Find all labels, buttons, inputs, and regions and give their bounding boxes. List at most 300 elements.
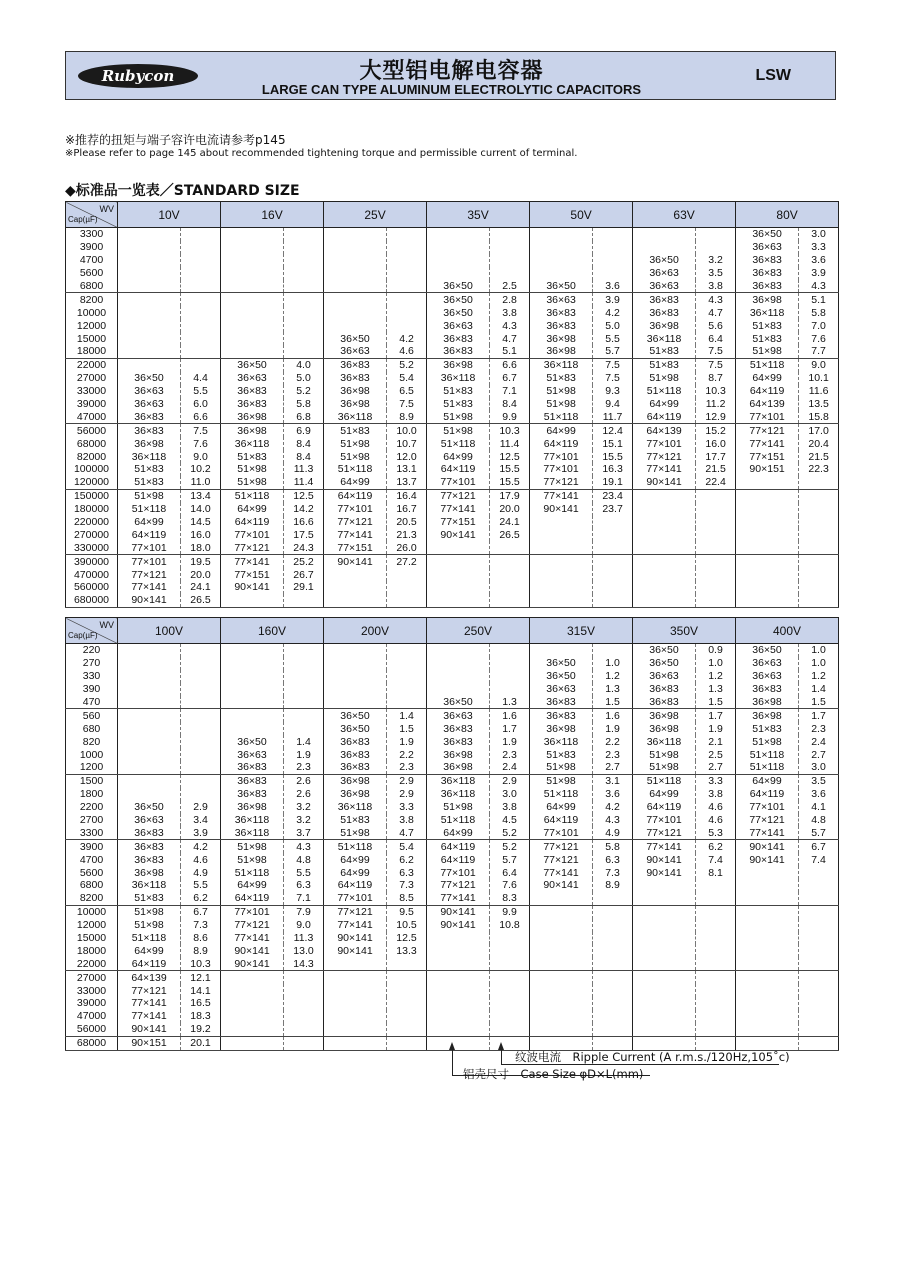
capacitance-cell: 1500 [79,775,104,788]
ripple-current-cell: 9.3 [593,385,633,398]
case-size-cell: 51×118 [427,437,490,450]
case-size-cell: 36×83 [324,358,387,371]
case-size-cell: 36×63 [118,814,181,827]
case-size-cell: 51×118 [221,489,284,502]
case-size-cell: 64×119 [427,463,490,476]
ripple-current-cell: 3.0 [799,761,839,774]
ripple-current-cell [696,944,736,957]
legend-ripple-current: 纹波电流 Ripple Current (A r.m.s./120Hz,105˚c) [515,1050,790,1064]
table-row [66,801,839,814]
voltage-header: 160V [221,618,324,644]
case-size-cell: 77×101 [633,814,696,827]
case-size-cell: 36×83 [736,683,799,696]
case-size-cell: 90×141 [221,957,284,970]
title-english: LARGE CAN TYPE ALUMINUM ELECTROLYTIC CAPACITORS [261,82,642,97]
case-size-cell: 36×118 [221,826,284,839]
ripple-current-cell [387,1036,427,1050]
capacitance-cell: 22000 [66,957,118,970]
ripple-current-cell: 3.3 [387,801,427,814]
case-size-cell: 36×50 [633,644,696,657]
ripple-current-cell [181,332,221,345]
case-size-cell: 77×121 [221,541,284,554]
ripple-current-cell: 5.2 [490,840,530,853]
ripple-current-cell [593,892,633,905]
ripple-current-cell [593,957,633,970]
capacitance-cell: 6800 [66,280,118,293]
voltage-header: 10V [118,202,221,228]
case-size-cell: 77×121 [736,814,799,827]
ripple-current-cell: 1.0 [696,657,736,670]
ripple-current-cell: 5.4 [387,840,427,853]
capacitance-cell: 33000 [76,984,107,997]
capacitance-cell: 15000 [76,932,107,945]
ripple-current-cell: 3.8 [696,280,736,293]
table-row [66,293,839,306]
case-size-cell: 36×63 [736,657,799,670]
case-size-cell: 36×50 [633,657,696,670]
ripple-current-cell [799,581,839,594]
case-size-cell: 51×98 [221,840,284,853]
capacitance-cell: 560000 [73,581,110,594]
case-size-cell: 77×101 [118,555,181,568]
ripple-current-cell [284,644,324,657]
case-size-cell: 36×83 [221,398,284,411]
case-size-cell [118,254,181,267]
case-size-cell [324,670,387,683]
ripple-current-cell: 17.9 [490,489,530,502]
case-size-cell: 90×141 [736,840,799,853]
case-size-cell: 77×101 [530,826,593,839]
ripple-current-cell: 5.7 [799,826,839,839]
ripple-current-cell [593,944,633,957]
case-size-cell [118,696,181,709]
case-size-cell: 51×83 [736,332,799,345]
case-size-cell [324,267,387,280]
case-size-cell: 51×118 [118,503,181,516]
table-row [66,555,839,568]
ripple-current-cell [181,345,221,358]
ripple-current-cell: 6.3 [593,853,633,866]
ripple-current-cell [490,555,530,568]
case-size-cell: 51×118 [736,761,799,774]
ripple-current-cell [799,541,839,554]
ripple-current-cell: 12.1 [181,971,221,984]
ripple-current-cell: 6.7 [799,840,839,853]
ripple-current-cell [284,228,324,241]
case-size-cell: 64×119 [324,879,387,892]
case-size-cell: 36×98 [427,761,490,774]
capacitance-cell: 6800 [79,879,104,892]
ripple-current-cell: 16.4 [387,489,427,502]
ripple-current-cell: 25.2 [284,555,324,568]
case-size-cell: 36×118 [633,332,696,345]
ripple-current-cell: 0.9 [696,644,736,657]
ripple-current-cell [181,280,221,293]
case-size-cell [736,581,799,594]
ripple-current-cell: 9.0 [181,450,221,463]
corner-header [66,202,118,228]
ripple-current-cell [181,358,221,371]
ripple-current-cell [799,905,839,918]
ripple-current-cell: 15.8 [799,410,839,423]
ripple-current-cell [284,683,324,696]
capacitance-cell: 270 [82,657,101,670]
ripple-current-cell: 7.5 [696,358,736,371]
ripple-current-cell [490,241,530,254]
case-size-cell: 64×119 [221,516,284,529]
table-row [66,683,839,696]
ripple-current-cell: 3.6 [593,280,633,293]
ripple-current-cell: 14.2 [284,503,324,516]
case-size-cell [633,919,696,932]
ripple-current-cell [490,971,530,984]
case-size-cell: 36×50 [427,306,490,319]
case-size-cell [427,657,490,670]
case-size-cell: 77×141 [530,866,593,879]
case-size-cell: 51×118 [324,840,387,853]
case-size-cell [324,581,387,594]
ripple-current-cell [387,581,427,594]
table-row [66,1023,839,1036]
ripple-current-cell: 14.5 [181,516,221,529]
ripple-current-cell: 1.9 [696,722,736,735]
ripple-current-cell: 26.5 [490,528,530,541]
ripple-current-cell [696,879,736,892]
case-size-cell [736,932,799,945]
case-size-cell: 36×118 [427,788,490,801]
case-size-cell: 36×118 [633,735,696,748]
ripple-current-cell [696,489,736,502]
ripple-current-cell [593,541,633,554]
ripple-current-cell [387,670,427,683]
ripple-current-cell: 2.7 [696,761,736,774]
ripple-current-cell: 5.7 [490,853,530,866]
ripple-current-cell [696,555,736,568]
case-size-cell: 64×99 [530,801,593,814]
case-size-cell [736,528,799,541]
ripple-current-cell [181,709,221,722]
case-size-cell: 36×50 [118,372,181,385]
ripple-current-cell: 8.4 [284,450,324,463]
ripple-current-cell: 18.3 [181,1010,221,1023]
case-size-cell: 77×101 [427,866,490,879]
case-size-cell: 64×99 [118,516,181,529]
case-size-cell: 77×141 [530,489,593,502]
case-size-cell [736,984,799,997]
capacitance-cell: 1200 [66,761,118,774]
case-size-cell [118,345,181,358]
ripple-current-cell: 2.4 [490,761,530,774]
ripple-current-cell [387,696,427,709]
ripple-current-cell: 1.9 [387,735,427,748]
ripple-current-cell: 11.3 [284,932,324,945]
note-english: ※Please refer to page 145 about recommended tightening torque and permissible current of terminal. [65,148,578,159]
ripple-current-cell: 20.0 [181,568,221,581]
case-size-cell [221,1010,284,1023]
case-size-cell: 36×98 [427,358,490,371]
ripple-current-cell: 4.9 [593,826,633,839]
ripple-current-cell: 3.2 [284,801,324,814]
case-size-cell [633,241,696,254]
table-row [66,280,839,293]
case-size-cell: 36×83 [427,735,490,748]
ripple-current-cell: 7.1 [284,892,324,905]
case-size-cell [633,555,696,568]
case-size-cell [633,503,696,516]
case-size-cell [530,541,593,554]
ripple-current-cell: 9.9 [490,410,530,423]
ripple-current-cell: 8.3 [490,892,530,905]
ripple-current-cell [696,971,736,984]
case-size-cell: 64×99 [633,788,696,801]
case-size-cell [530,228,593,241]
ripple-current-cell: 12.5 [284,489,324,502]
case-size-cell: 36×98 [221,424,284,437]
voltage-header: 80V [736,202,839,228]
case-size-cell [324,1010,387,1023]
case-size-cell: 90×141 [221,581,284,594]
ripple-current-cell [593,254,633,267]
case-size-cell: 51×118 [736,748,799,761]
ripple-current-cell: 12.4 [593,424,633,437]
ripple-current-cell: 8.1 [696,866,736,879]
capacitance-cell: 22000 [76,359,107,372]
case-size-cell: 36×63 [427,709,490,722]
case-size-cell: 64×119 [633,801,696,814]
ripple-current-cell: 2.3 [284,761,324,774]
ripple-current-cell: 4.7 [387,826,427,839]
ripple-current-cell: 20.4 [799,437,839,450]
capacitance-cell: 330000 [66,541,118,554]
case-size-cell [118,293,181,306]
ripple-current-cell [490,1010,530,1023]
ripple-current-cell: 15.5 [490,476,530,489]
ripple-current-cell: 9.0 [799,358,839,371]
ripple-current-cell [181,228,221,241]
case-size-cell: 51×98 [736,345,799,358]
ripple-current-cell: 5.1 [490,345,530,358]
case-size-cell: 77×141 [427,892,490,905]
ripple-current-cell: 3.0 [490,788,530,801]
case-size-cell: 77×141 [633,840,696,853]
ripple-current-cell: 5.5 [593,332,633,345]
case-size-cell [736,1023,799,1036]
ripple-current-cell [387,997,427,1010]
ripple-current-cell [284,709,324,722]
ripple-current-cell: 24.1 [490,516,530,529]
capacitance-cell: 560 [82,709,101,722]
case-size-cell: 64×119 [633,410,696,423]
ripple-current-cell: 9.0 [284,919,324,932]
case-size-cell: 36×83 [118,840,181,853]
ripple-current-cell: 21.5 [696,463,736,476]
case-size-cell: 36×83 [427,332,490,345]
case-size-cell: 36×63 [530,293,593,306]
case-size-cell: 77×141 [221,555,284,568]
case-size-cell: 77×101 [324,503,387,516]
ripple-current-cell [387,228,427,241]
ripple-current-cell: 7.5 [593,358,633,371]
ripple-current-cell: 2.5 [490,280,530,293]
case-size-cell: 51×118 [530,788,593,801]
ripple-current-cell [181,670,221,683]
case-size-cell [633,879,696,892]
ripple-current-cell: 6.6 [181,410,221,423]
case-size-cell [530,932,593,945]
ripple-current-cell: 13.7 [387,476,427,489]
ripple-current-cell [799,528,839,541]
ripple-current-cell [490,594,530,607]
ripple-current-cell: 5.7 [593,345,633,358]
ripple-current-cell: 5.5 [181,879,221,892]
case-size-cell: 90×141 [633,866,696,879]
ripple-current-cell: 4.6 [387,345,427,358]
case-size-cell: 36×83 [530,709,593,722]
ripple-current-cell: 3.9 [799,267,839,280]
voltage-header-row [66,202,839,228]
ripple-current-cell [181,683,221,696]
case-size-cell [633,971,696,984]
case-size-cell: 36×83 [221,788,284,801]
ripple-current-cell: 2.5 [696,748,736,761]
case-size-cell: 36×98 [221,801,284,814]
ripple-current-cell: 15.5 [593,450,633,463]
case-size-cell [118,788,181,801]
ripple-current-cell: 10.5 [387,919,427,932]
table-row [66,319,839,332]
case-size-cell: 90×141 [530,503,593,516]
case-size-cell: 36×50 [324,709,387,722]
case-size-cell: 51×98 [118,919,181,932]
case-size-cell [736,541,799,554]
case-size-cell: 64×99 [324,853,387,866]
case-size-cell [324,306,387,319]
case-size-cell [324,657,387,670]
ripple-current-cell: 1.3 [593,683,633,696]
table-row [66,228,839,241]
case-size-cell: 36×98 [736,696,799,709]
case-size-cell [118,748,181,761]
title-chinese: 大型铝电解电容器 [359,59,544,84]
table-row [66,306,839,319]
wv-label: WV [99,620,114,630]
case-size-cell [118,644,181,657]
case-size-cell: 77×101 [221,905,284,918]
case-size-cell [530,241,593,254]
ripple-current-cell: 4.2 [593,306,633,319]
ripple-current-cell: 17.0 [799,424,839,437]
case-size-cell: 77×141 [118,997,181,1010]
case-size-cell: 36×98 [633,709,696,722]
case-size-cell: 64×99 [427,826,490,839]
ripple-current-cell [387,280,427,293]
case-size-cell [221,228,284,241]
case-size-cell [118,267,181,280]
ripple-current-cell [181,644,221,657]
ripple-current-cell [387,568,427,581]
ripple-current-cell: 22.4 [696,476,736,489]
ripple-current-cell: 24.3 [284,541,324,554]
case-size-cell: 90×141 [118,1023,181,1036]
ripple-current-cell [387,984,427,997]
case-size-cell [633,528,696,541]
case-size-cell: 64×99 [736,774,799,787]
capacitance-cell: 18000 [76,944,107,957]
ripple-current-cell [387,644,427,657]
ripple-current-cell: 27.2 [387,555,427,568]
case-size-cell [427,1036,490,1050]
case-size-cell: 36×83 [530,696,593,709]
ripple-current-cell: 22.3 [799,463,839,476]
table-row [66,644,839,657]
ripple-current-cell: 5.3 [696,826,736,839]
ripple-current-cell: 16.0 [696,437,736,450]
ripple-current-cell: 5.2 [284,385,324,398]
ripple-current-cell: 2.4 [799,735,839,748]
ripple-current-cell: 20.1 [181,1036,221,1050]
case-size-cell [530,997,593,1010]
ripple-current-cell [181,696,221,709]
case-size-cell: 77×151 [324,541,387,554]
case-size-cell: 51×83 [633,358,696,371]
ripple-current-cell: 15.2 [696,424,736,437]
case-size-cell: 36×63 [633,267,696,280]
ripple-current-cell: 4.6 [696,801,736,814]
ripple-current-cell: 1.7 [490,722,530,735]
ripple-current-cell: 11.6 [799,385,839,398]
case-size-cell [530,1010,593,1023]
standard-size-table-high-voltage [65,617,839,1051]
ripple-current-cell: 1.6 [593,709,633,722]
case-size-cell [221,644,284,657]
case-size-cell [427,932,490,945]
case-size-cell: 36×50 [736,644,799,657]
case-size-cell: 51×118 [530,410,593,423]
voltage-header: 315V [530,618,633,644]
ripple-current-cell [799,971,839,984]
ripple-current-cell [181,306,221,319]
ripple-current-cell: 4.7 [490,332,530,345]
ripple-current-cell: 4.0 [284,358,324,371]
case-size-cell [221,984,284,997]
ripple-current-cell: 6.4 [696,332,736,345]
case-size-cell: 51×98 [118,489,181,502]
case-size-cell: 36×98 [324,788,387,801]
ripple-current-cell: 2.3 [490,748,530,761]
case-size-cell: 77×121 [427,489,490,502]
case-size-cell [324,957,387,970]
table-row [66,450,839,463]
table-row [66,594,839,607]
ripple-current-cell: 3.6 [799,254,839,267]
case-size-cell: 51×98 [633,761,696,774]
case-size-cell: 77×121 [530,840,593,853]
ripple-current-cell: 19.2 [181,1023,221,1036]
ripple-current-cell [490,657,530,670]
ripple-current-cell: 14.3 [284,957,324,970]
case-size-cell [427,670,490,683]
case-size-cell: 36×83 [118,853,181,866]
ripple-current-cell: 3.8 [696,788,736,801]
case-size-cell: 77×141 [324,528,387,541]
case-size-cell [736,997,799,1010]
case-size-cell [633,1010,696,1023]
case-size-cell: 36×98 [221,410,284,423]
case-size-cell [427,568,490,581]
case-size-cell [427,267,490,280]
ripple-current-cell [799,984,839,997]
ripple-current-cell: 5.6 [696,319,736,332]
